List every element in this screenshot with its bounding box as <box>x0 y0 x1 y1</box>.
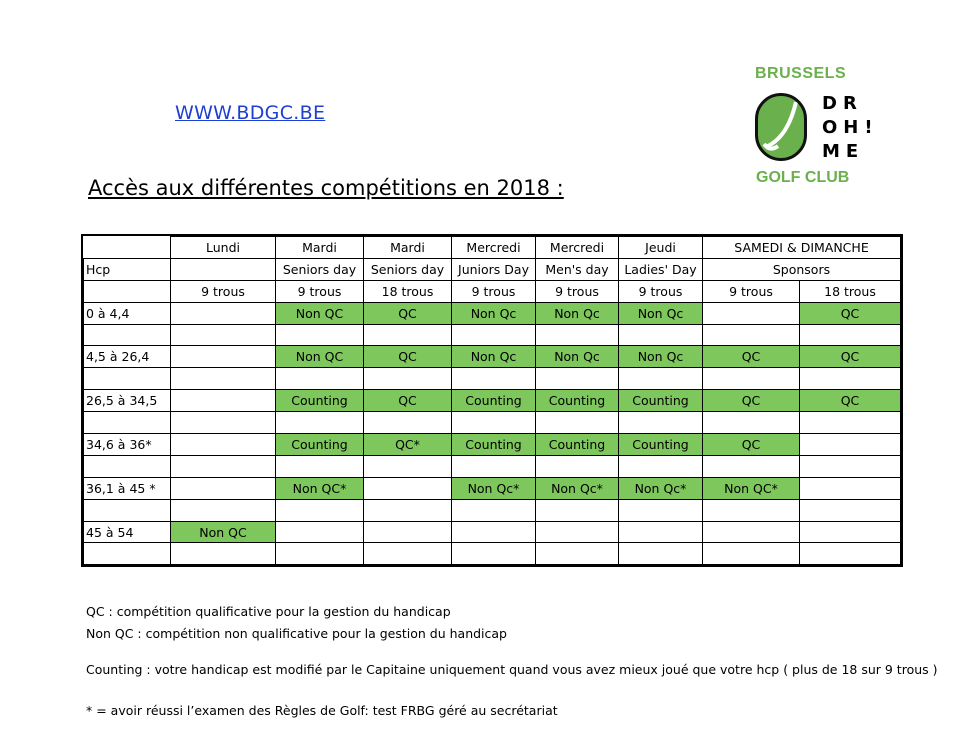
logo-bottom-text: GOLF CLUB <box>756 169 850 186</box>
holes-header: 9 trous <box>619 280 703 302</box>
table-row <box>84 346 901 368</box>
hcp-range: 4,5 à 26,4 <box>84 346 171 368</box>
status-cell <box>171 346 276 368</box>
competition-table <box>83 236 901 565</box>
status-cell: QC <box>364 390 452 412</box>
spacer-row <box>84 412 901 434</box>
empty-cell <box>536 499 619 521</box>
status-cell <box>800 521 901 543</box>
empty-cell <box>800 499 901 521</box>
status-cell <box>171 302 276 324</box>
holes-header: 18 trous <box>800 280 901 302</box>
empty-cell <box>619 368 703 390</box>
status-cell: Non QC* <box>276 477 364 499</box>
empty-cell <box>84 412 171 434</box>
status-cell: Non Qc <box>536 302 619 324</box>
status-cell: QC* <box>364 434 452 456</box>
empty-cell <box>800 368 901 390</box>
empty-cell <box>364 368 452 390</box>
status-cell: QC <box>703 434 800 456</box>
empty-cell <box>703 499 800 521</box>
note-star: * = avoir réussi l’examen des Règles de Golf: test FRBG géré au secrétariat <box>86 703 558 718</box>
status-cell: Counting <box>276 390 364 412</box>
empty-cell <box>276 368 364 390</box>
hcp-range: 26,5 à 34,5 <box>84 390 171 412</box>
empty-cell <box>276 543 364 565</box>
status-cell: Non Qc* <box>619 477 703 499</box>
header-holes-row <box>84 280 901 302</box>
empty-cell <box>703 455 800 477</box>
hcp-header: Hcp <box>84 258 171 280</box>
empty-cell <box>364 455 452 477</box>
status-cell: QC <box>800 302 901 324</box>
hcp-range: 0 à 4,4 <box>84 302 171 324</box>
empty-cell <box>536 543 619 565</box>
table-row <box>84 521 901 543</box>
status-cell: QC <box>800 346 901 368</box>
status-cell: Non QC <box>276 346 364 368</box>
spacer-row <box>84 499 901 521</box>
empty-cell <box>703 543 800 565</box>
status-cell: QC <box>364 346 452 368</box>
empty-cell <box>452 412 536 434</box>
empty-cell <box>619 324 703 346</box>
day-header: Jeudi <box>619 237 703 259</box>
status-cell: Non QC <box>276 302 364 324</box>
status-cell <box>452 521 536 543</box>
event-header <box>171 258 276 280</box>
logo-letters: DR OH! ME <box>822 93 879 162</box>
event-header: Seniors day <box>364 258 452 280</box>
status-cell <box>703 302 800 324</box>
day-header: SAMEDI & DIMANCHE <box>703 237 901 259</box>
status-cell: Non Qc* <box>452 477 536 499</box>
status-cell <box>276 521 364 543</box>
hcp-range: 34,6 à 36* <box>84 434 171 456</box>
empty-cell <box>276 324 364 346</box>
day-header: Lundi <box>171 237 276 259</box>
golf-club-icon <box>758 96 804 158</box>
empty-cell <box>84 455 171 477</box>
status-cell <box>703 521 800 543</box>
status-cell: QC <box>800 390 901 412</box>
status-cell: QC <box>703 346 800 368</box>
day-header: Mercredi <box>452 237 536 259</box>
header-events-row <box>84 258 901 280</box>
hcp-range: 36,1 à 45 * <box>84 477 171 499</box>
empty-cell <box>171 455 276 477</box>
empty-cell <box>800 324 901 346</box>
hcp-range: 45 à 54 <box>84 521 171 543</box>
day-header: Mardi <box>276 237 364 259</box>
event-header: Juniors Day <box>452 258 536 280</box>
status-cell: Counting <box>452 434 536 456</box>
day-header: Mardi <box>364 237 452 259</box>
empty-cell <box>536 324 619 346</box>
status-cell: Non QC <box>171 521 276 543</box>
status-cell <box>619 521 703 543</box>
status-cell <box>364 521 452 543</box>
empty-cell <box>276 455 364 477</box>
spacer-row <box>84 543 901 565</box>
status-cell: Counting <box>276 434 364 456</box>
status-cell: Counting <box>536 434 619 456</box>
holes-header: 9 trous <box>452 280 536 302</box>
empty-cell <box>276 499 364 521</box>
status-cell: Non QC* <box>703 477 800 499</box>
spacer-row <box>84 368 901 390</box>
empty-cell <box>536 455 619 477</box>
status-cell: Non Qc <box>452 302 536 324</box>
status-cell: Counting <box>452 390 536 412</box>
website-link[interactable]: WWW.BDGC.BE <box>175 102 326 124</box>
empty-cell <box>84 543 171 565</box>
page-title: Accès aux différentes compétitions en 2018 : <box>88 176 564 200</box>
empty-cell <box>364 543 452 565</box>
holes-header: 9 trous <box>171 280 276 302</box>
empty-cell <box>452 368 536 390</box>
status-cell <box>536 521 619 543</box>
note-counting: Counting : votre handicap est modifié par le Capitaine uniquement quand vous avez mieux joué que votre hcp ( plus de 18 sur 9 trous ) <box>86 662 938 677</box>
spacer-row <box>84 324 901 346</box>
day-header: Mercredi <box>536 237 619 259</box>
empty-cell <box>84 499 171 521</box>
status-cell <box>800 477 901 499</box>
status-cell <box>171 390 276 412</box>
status-cell: Counting <box>619 434 703 456</box>
status-cell <box>171 434 276 456</box>
logo-top-text: BRUSSELS <box>755 65 847 82</box>
empty-cell <box>276 412 364 434</box>
event-header: Seniors day <box>276 258 364 280</box>
holes-header: 18 trous <box>364 280 452 302</box>
club-logo <box>752 62 879 192</box>
table-row <box>84 390 901 412</box>
golf-ball-icon <box>755 93 807 161</box>
note-qc: QC : compétition qualificative pour la gestion du handicap <box>86 604 451 619</box>
empty-cell <box>452 543 536 565</box>
status-cell: Non Qc <box>619 346 703 368</box>
event-header: Ladies' Day <box>619 258 703 280</box>
event-header: Men's day <box>536 258 619 280</box>
empty-cell <box>800 455 901 477</box>
note-non-qc: Non QC : compétition non qualificative pour la gestion du handicap <box>86 626 507 641</box>
status-cell <box>364 477 452 499</box>
empty-cell <box>536 412 619 434</box>
status-cell <box>800 434 901 456</box>
table-row <box>84 434 901 456</box>
empty-cell <box>703 412 800 434</box>
holes-header <box>84 280 171 302</box>
empty-cell <box>452 324 536 346</box>
header-days-row <box>84 237 901 259</box>
status-cell: Counting <box>536 390 619 412</box>
status-cell: Non Qc <box>619 302 703 324</box>
holes-header: 9 trous <box>703 280 800 302</box>
empty-cell <box>171 412 276 434</box>
table-row <box>84 477 901 499</box>
spacer-row <box>84 455 901 477</box>
table-row <box>84 302 901 324</box>
status-cell: QC <box>364 302 452 324</box>
empty-cell <box>619 543 703 565</box>
status-cell: Non Qc <box>536 346 619 368</box>
empty-cell <box>171 324 276 346</box>
empty-cell <box>171 499 276 521</box>
status-cell <box>171 477 276 499</box>
event-header: Sponsors <box>703 258 901 280</box>
empty-cell <box>703 368 800 390</box>
empty-cell <box>364 324 452 346</box>
empty-cell <box>452 455 536 477</box>
status-cell: Counting <box>619 390 703 412</box>
empty-cell <box>452 499 536 521</box>
status-cell: QC <box>703 390 800 412</box>
empty-cell <box>619 455 703 477</box>
empty-cell <box>619 412 703 434</box>
status-cell: Non Qc* <box>536 477 619 499</box>
holes-header: 9 trous <box>536 280 619 302</box>
empty-cell <box>619 499 703 521</box>
empty-cell <box>536 368 619 390</box>
empty-cell <box>800 543 901 565</box>
empty-cell <box>84 368 171 390</box>
empty-cell <box>364 499 452 521</box>
day-header <box>84 237 171 259</box>
empty-cell <box>171 368 276 390</box>
empty-cell <box>84 324 171 346</box>
empty-cell <box>364 412 452 434</box>
empty-cell <box>703 324 800 346</box>
holes-header: 9 trous <box>276 280 364 302</box>
status-cell: Non Qc <box>452 346 536 368</box>
empty-cell <box>171 543 276 565</box>
empty-cell <box>800 412 901 434</box>
